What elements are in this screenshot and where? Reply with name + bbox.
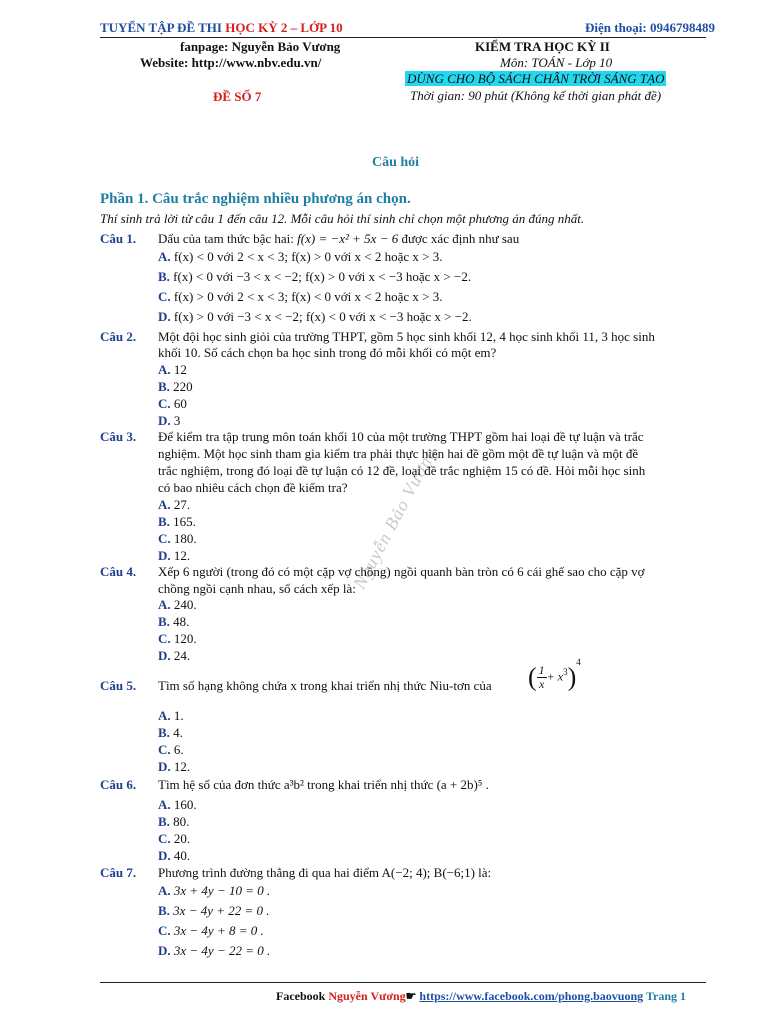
q7-option-d: D. 3x − 4y − 22 = 0 . <box>158 943 271 958</box>
q5-option-b: B. 4. <box>158 725 183 740</box>
exam-time: Thời gian: 90 phút (Không kể thời gian phát đề) <box>410 88 662 103</box>
q5-text: Tìm số hạng không chứa x trong khai triển nhị thức Niu-tơn của <box>158 678 492 693</box>
q6-option-a: A. 160. <box>158 797 197 812</box>
header-divider <box>100 37 706 38</box>
watermark: Nguyễn Bảo Vương <box>349 443 441 593</box>
q1-formula: f(x) = −x² + 5x − 6 <box>297 231 399 246</box>
section-title: Câu hỏi <box>372 155 420 170</box>
footer-facebook-label: Facebook <box>276 989 326 1003</box>
q4-label: Câu 4. <box>100 564 137 579</box>
q5-binomial: ( $\frac{1}{x}$ + $x^3)^4$ <box>528 657 581 692</box>
book-series: DÙNG CHO BỘ SÁCH CHÂN TRỜI SÁNG TẠO <box>407 71 665 86</box>
q4-line2: chồng ngồi cạnh nhau, số cách xếp là: <box>158 581 356 596</box>
series-highlight: HỌC KỲ 2 – LỚP 10 <box>225 20 343 35</box>
series-prefix: TUYỂN TẬP ĐỀ THI <box>100 20 226 35</box>
phone-number: Điện thoại: 0946798489 <box>585 20 715 35</box>
q4-option-b: B. 48. <box>158 614 190 629</box>
q3-option-a: A. 27. <box>158 497 191 512</box>
q6-option-d: D. 40. <box>158 848 191 863</box>
website: Website: http://www.nbv.edu.vn/ <box>140 55 322 70</box>
q4-option-a: A. 240. <box>158 597 197 612</box>
footer <box>276 988 686 1004</box>
q4-option-d: D. 24. <box>158 648 191 663</box>
q5-frac-num: 1 <box>538 663 545 677</box>
q3-line3: trắc nghiệm, trong đó loại đề tự luận có 12 đề, loại đề trắc nghiệm 15 có đề. Hỏi mỗi học sinh <box>158 463 646 478</box>
q5-option-c: C. 6. <box>158 742 184 757</box>
q7-text: Phương trình đường thẳng đi qua hai điểm A(−2; 4); B(−6;1) là: <box>158 865 492 880</box>
q2-option-a: A. 12 <box>158 362 187 377</box>
q1-label: Câu 1. <box>100 231 137 246</box>
fanpage: fanpage: Nguyễn Bảo Vương <box>180 39 341 54</box>
q7-option-b: B. 3x − 4y + 22 = 0 . <box>158 903 270 918</box>
q6-option-b: B. 80. <box>158 814 190 829</box>
q3-line1: Để kiểm tra tập trung môn toán khối 10 của một trường THPT gồm hai loại đề tự luận và trắc <box>158 429 644 444</box>
q5-option-a: A. 1. <box>158 708 184 723</box>
part1-title: Phần 1. Câu trắc nghiệm nhiều phương án chọn. <box>100 191 411 207</box>
q5-option-d: D. 12. <box>158 759 191 774</box>
q1-option-b: B. f(x) < 0 với −3 < x < −2; f(x) > 0 với x < −3 hoặc x > −2. <box>158 269 472 284</box>
q6-option-c: C. 20. <box>158 831 191 846</box>
facebook-link[interactable]: https://www.facebook.com/phong.baovuong <box>419 989 644 1003</box>
subject: Môn: TOÁN - Lớp 10 <box>500 55 613 70</box>
q3-line2: nghiệm. Một học sinh tham gia kiểm tra phải thực hiện hai đề gồm một đề tự luận và một đề <box>158 446 639 461</box>
q4-option-c: C. 120. <box>158 631 197 646</box>
q6-text: Tìm hệ số của đơn thức a³b² trong khai triển nhị thức (a + 2b)⁵ . <box>158 777 489 792</box>
q2-line1: Một đội học sinh giỏi của trường THPT, gồm 5 học sinh khối 12, 4 học sinh khối 11, 3 học sinh <box>158 329 655 344</box>
q5-frac-den: x <box>539 677 545 691</box>
q7-label: Câu 7. <box>100 865 137 880</box>
q2-option-d: D. 3 <box>158 413 181 428</box>
q7-option-a: A. 3x + 4y − 10 = 0 . <box>158 883 271 898</box>
q1-stem <box>158 231 519 247</box>
q3-option-b: B. 165. <box>158 514 196 529</box>
q7-option-c: C. 3x − 4y + 8 = 0 . <box>158 923 264 938</box>
q1-text: Dấu của tam thức bậc hai: <box>158 231 294 246</box>
footer-divider <box>100 982 706 983</box>
q1-option-d: D. f(x) > 0 với −3 < x < −2; f(x) < 0 với x < −3 hoặc x > −2. <box>158 309 472 324</box>
series-title <box>100 20 343 36</box>
q1-option-a: A. f(x) < 0 với 2 < x < 3; f(x) > 0 với x < 2 hoặc x > 3. <box>158 249 443 264</box>
exam-title: KIỂM TRA HỌC KỲ II <box>475 39 610 54</box>
q6-label: Câu 6. <box>100 777 137 792</box>
q4-line1: Xếp 6 người (trong đó có một cặp vợ chồng) ngồi quanh bàn tròn có 6 cái ghế sao cho cặp vợ <box>158 564 645 579</box>
part1-instruction: Thí sinh trả lời từ câu 1 đến câu 12. Mỗi câu hỏi thí sinh chỉ chọn một phương án đúng nhất. <box>100 211 585 226</box>
q2-option-b: B. 220 <box>158 379 193 394</box>
q2-label: Câu 2. <box>100 329 137 344</box>
q3-label: Câu 3. <box>100 429 137 444</box>
q3-line4: có bao nhiêu cách chọn đề kiểm tra? <box>158 480 348 495</box>
q1-option-c: C. f(x) > 0 với 2 < x < 3; f(x) < 0 với x < 2 hoặc x > 3. <box>158 289 443 304</box>
q2-line2: khối 10. Số cách chọn ba học sinh trong đó mỗi khối có một em? <box>158 345 497 360</box>
q2-option-c: C. 60 <box>158 396 187 411</box>
q3-option-d: D. 12. <box>158 548 191 563</box>
q5-label: Câu 5. <box>100 678 137 693</box>
exam-number: ĐỀ SỐ 7 <box>213 89 262 104</box>
pointer-icon: ☛ <box>405 989 417 1003</box>
page-number: Trang 1 <box>645 989 687 1003</box>
q1-text2: được xác định như sau <box>401 231 520 246</box>
q3-option-c: C. 180. <box>158 531 197 546</box>
footer-author: Nguyễn Vương <box>328 989 406 1003</box>
